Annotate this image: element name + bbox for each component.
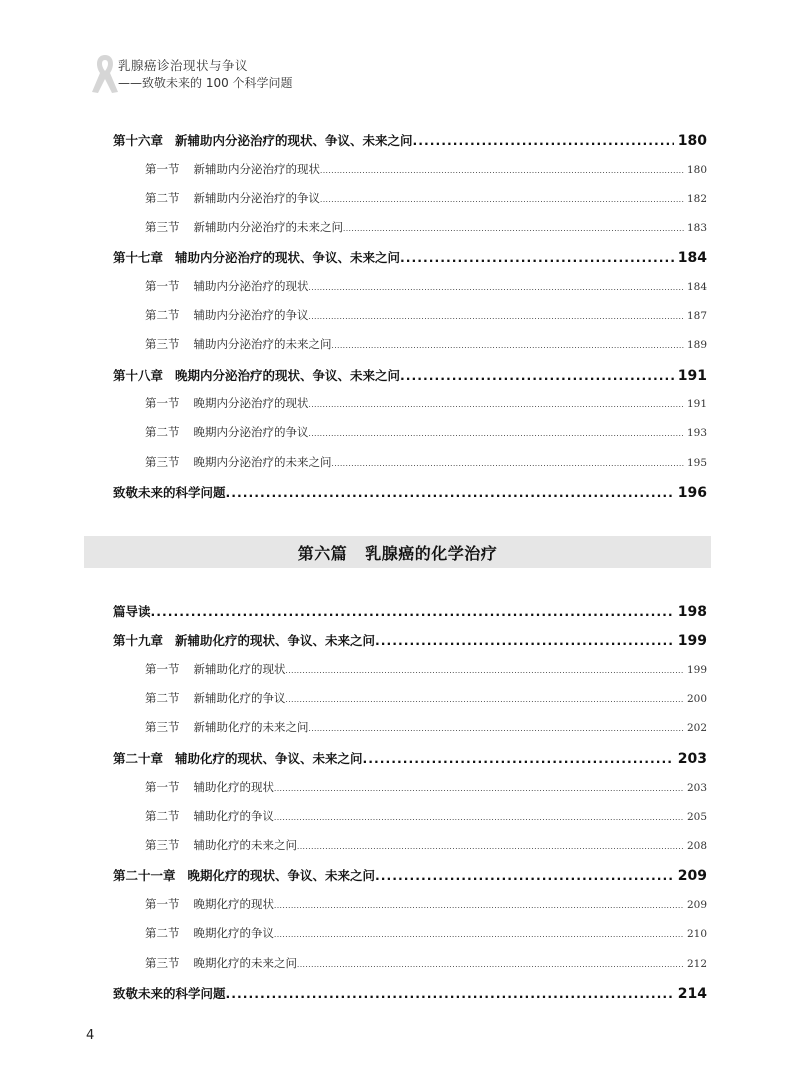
page-ref: 180 xyxy=(677,133,707,149)
awareness-ribbon-icon xyxy=(88,52,122,96)
section-number: 第三节 xyxy=(145,220,180,234)
toc-section[interactable] xyxy=(145,808,707,824)
page-number: 4 xyxy=(86,1028,95,1043)
toc-chapter[interactable] xyxy=(113,631,707,649)
dot-leader xyxy=(320,191,684,205)
section-title: 晚期化疗的未来之问 xyxy=(193,956,297,970)
dot-leader xyxy=(286,691,684,705)
toc-section[interactable] xyxy=(145,896,707,912)
chapter-title: 辅助化疗的现状、争议、未来之问 xyxy=(175,751,363,766)
section-title: 新辅助化疗的现状 xyxy=(193,662,286,676)
chapter-number: 第二十章 xyxy=(113,751,164,766)
page-ref: 193 xyxy=(686,427,707,439)
toc-section[interactable] xyxy=(145,307,707,323)
toc-section[interactable] xyxy=(145,161,707,177)
dot-leader xyxy=(309,425,684,439)
dot-leader xyxy=(400,368,674,383)
page-ref: 199 xyxy=(686,664,707,676)
section-number: 第一节 xyxy=(145,662,180,676)
section-title: 辅助内分泌治疗的未来之问 xyxy=(193,337,332,351)
page-ref: 187 xyxy=(686,310,707,322)
chapter-title: 篇导读 xyxy=(113,604,151,619)
dot-leader xyxy=(309,396,684,410)
chapter-number: 第十八章 xyxy=(113,368,164,383)
page-ref: 208 xyxy=(686,840,707,852)
section-number: 第二节 xyxy=(145,926,180,940)
toc-section[interactable] xyxy=(145,278,707,294)
chapter-number: 第二十一章 xyxy=(113,868,176,883)
toc-section[interactable] xyxy=(145,955,707,971)
chapter-number: 第十七章 xyxy=(113,250,164,265)
toc-section[interactable] xyxy=(145,690,707,706)
section-number: 第一节 xyxy=(145,162,180,176)
section-number: 第二节 xyxy=(145,691,180,705)
dot-leader xyxy=(309,279,684,293)
toc-chapter[interactable] xyxy=(113,248,707,266)
section-number: 第三节 xyxy=(145,455,180,469)
page-ref: 210 xyxy=(686,928,707,940)
section-title: 辅助内分泌治疗的争议 xyxy=(193,308,309,322)
dot-leader xyxy=(375,633,674,648)
dot-leader xyxy=(375,868,674,883)
part-heading xyxy=(84,536,711,568)
dot-leader xyxy=(274,780,684,794)
page-ref: 195 xyxy=(686,457,707,469)
section-number: 第一节 xyxy=(145,279,180,293)
toc-section[interactable] xyxy=(145,779,707,795)
section-title: 晚期化疗的现状 xyxy=(193,897,274,911)
section-title: 晚期内分泌治疗的争议 xyxy=(193,425,309,439)
dot-leader xyxy=(343,220,684,234)
toc-section[interactable] xyxy=(145,837,707,853)
dot-leader xyxy=(400,250,674,265)
toc-chapter[interactable] xyxy=(113,366,707,384)
toc-chapter[interactable] xyxy=(113,602,707,620)
section-title: 晚期化疗的争议 xyxy=(193,926,274,940)
page-ref: 191 xyxy=(677,368,707,384)
page-ref: 196 xyxy=(677,485,707,501)
section-title: 新辅助化疗的未来之问 xyxy=(193,720,309,734)
page-ref: 209 xyxy=(686,899,707,911)
dot-leader xyxy=(309,720,684,734)
chapter-title: 致敬未来的科学问题 xyxy=(113,485,226,500)
section-title: 辅助化疗的未来之问 xyxy=(193,838,297,852)
dot-leader xyxy=(226,986,674,1001)
toc-chapter[interactable] xyxy=(113,866,707,884)
chapter-title: 晚期化疗的现状、争议、未来之问 xyxy=(187,868,376,883)
toc-section[interactable] xyxy=(145,395,707,411)
chapter-number: 第十六章 xyxy=(113,133,164,148)
section-number: 第二节 xyxy=(145,191,180,205)
section-title: 辅助化疗的争议 xyxy=(193,809,274,823)
dot-leader xyxy=(274,897,684,911)
running-header xyxy=(88,48,388,98)
chapter-title: 新辅助内分泌治疗的现状、争议、未来之问 xyxy=(175,133,413,148)
dot-leader xyxy=(297,838,684,852)
toc-section[interactable] xyxy=(145,424,707,440)
toc-chapter[interactable] xyxy=(113,483,707,501)
dot-leader xyxy=(332,337,684,351)
page-ref: 191 xyxy=(686,398,707,410)
toc-chapter[interactable] xyxy=(113,984,707,1002)
dot-leader xyxy=(274,926,684,940)
page-ref: 212 xyxy=(686,958,707,970)
toc-section[interactable] xyxy=(145,336,707,352)
dot-leader xyxy=(309,308,684,322)
chapter-title: 晚期内分泌治疗的现状、争议、未来之问 xyxy=(175,368,401,383)
dot-leader xyxy=(363,751,674,766)
section-number: 第一节 xyxy=(145,780,180,794)
page-ref: 189 xyxy=(686,339,707,351)
section-number: 第二节 xyxy=(145,809,180,823)
chapter-number: 第十九章 xyxy=(113,633,164,648)
dot-leader xyxy=(320,162,684,176)
section-title: 辅助内分泌治疗的现状 xyxy=(193,279,309,293)
page-ref: 209 xyxy=(677,868,707,884)
dot-leader xyxy=(274,809,684,823)
dot-leader xyxy=(286,662,684,676)
toc-chapter[interactable] xyxy=(113,131,707,149)
section-number: 第一节 xyxy=(145,396,180,410)
dot-leader xyxy=(226,485,674,500)
toc-section[interactable] xyxy=(145,219,707,235)
section-number: 第三节 xyxy=(145,720,180,734)
toc-section[interactable] xyxy=(145,454,707,470)
chapter-title: 辅助内分泌治疗的现状、争议、未来之问 xyxy=(175,250,401,265)
page-ref: 180 xyxy=(686,164,707,176)
page-ref: 203 xyxy=(677,751,707,767)
section-title: 新辅助内分泌治疗的争议 xyxy=(193,191,320,205)
dot-leader xyxy=(151,604,674,619)
toc-section[interactable] xyxy=(145,190,707,206)
book-subtitle: ——致敬未来的 100 个科学问题 xyxy=(118,76,293,90)
section-title: 辅助化疗的现状 xyxy=(193,780,274,794)
page-ref: 182 xyxy=(686,193,707,205)
toc-section[interactable] xyxy=(145,719,707,735)
page-ref: 198 xyxy=(677,604,707,620)
toc-chapter[interactable] xyxy=(113,749,707,767)
page-ref: 200 xyxy=(686,693,707,705)
section-title: 晚期内分泌治疗的现状 xyxy=(193,396,309,410)
chapter-title: 新辅助化疗的现状、争议、未来之问 xyxy=(175,633,376,648)
section-number: 第三节 xyxy=(145,337,180,351)
section-number: 第三节 xyxy=(145,956,180,970)
section-number: 第三节 xyxy=(145,838,180,852)
section-title: 新辅助内分泌治疗的未来之问 xyxy=(193,220,343,234)
section-number: 第二节 xyxy=(145,425,180,439)
chapter-title: 致敬未来的科学问题 xyxy=(113,986,226,1001)
dot-leader xyxy=(297,956,684,970)
section-title: 新辅助化疗的争议 xyxy=(193,691,286,705)
section-title: 晚期内分泌治疗的未来之问 xyxy=(193,455,332,469)
section-title: 新辅助内分泌治疗的现状 xyxy=(193,162,320,176)
dot-leader xyxy=(332,455,684,469)
section-number: 第一节 xyxy=(145,897,180,911)
page-ref: 184 xyxy=(686,281,707,293)
book-title: 乳腺癌诊治现状与争议 xyxy=(118,58,249,73)
page-ref: 184 xyxy=(677,250,707,266)
toc-section[interactable] xyxy=(145,925,707,941)
page-ref: 214 xyxy=(677,986,707,1002)
part-title: 乳腺癌的化学治疗 xyxy=(365,543,498,563)
page-ref: 202 xyxy=(686,722,707,734)
page-ref: 203 xyxy=(686,782,707,794)
page-ref: 205 xyxy=(686,811,707,823)
page-ref: 183 xyxy=(686,222,707,234)
page-ref: 199 xyxy=(677,633,707,649)
toc-section[interactable] xyxy=(145,661,707,677)
section-number: 第二节 xyxy=(145,308,180,322)
part-number: 第六篇 xyxy=(297,543,348,563)
dot-leader xyxy=(413,133,674,148)
